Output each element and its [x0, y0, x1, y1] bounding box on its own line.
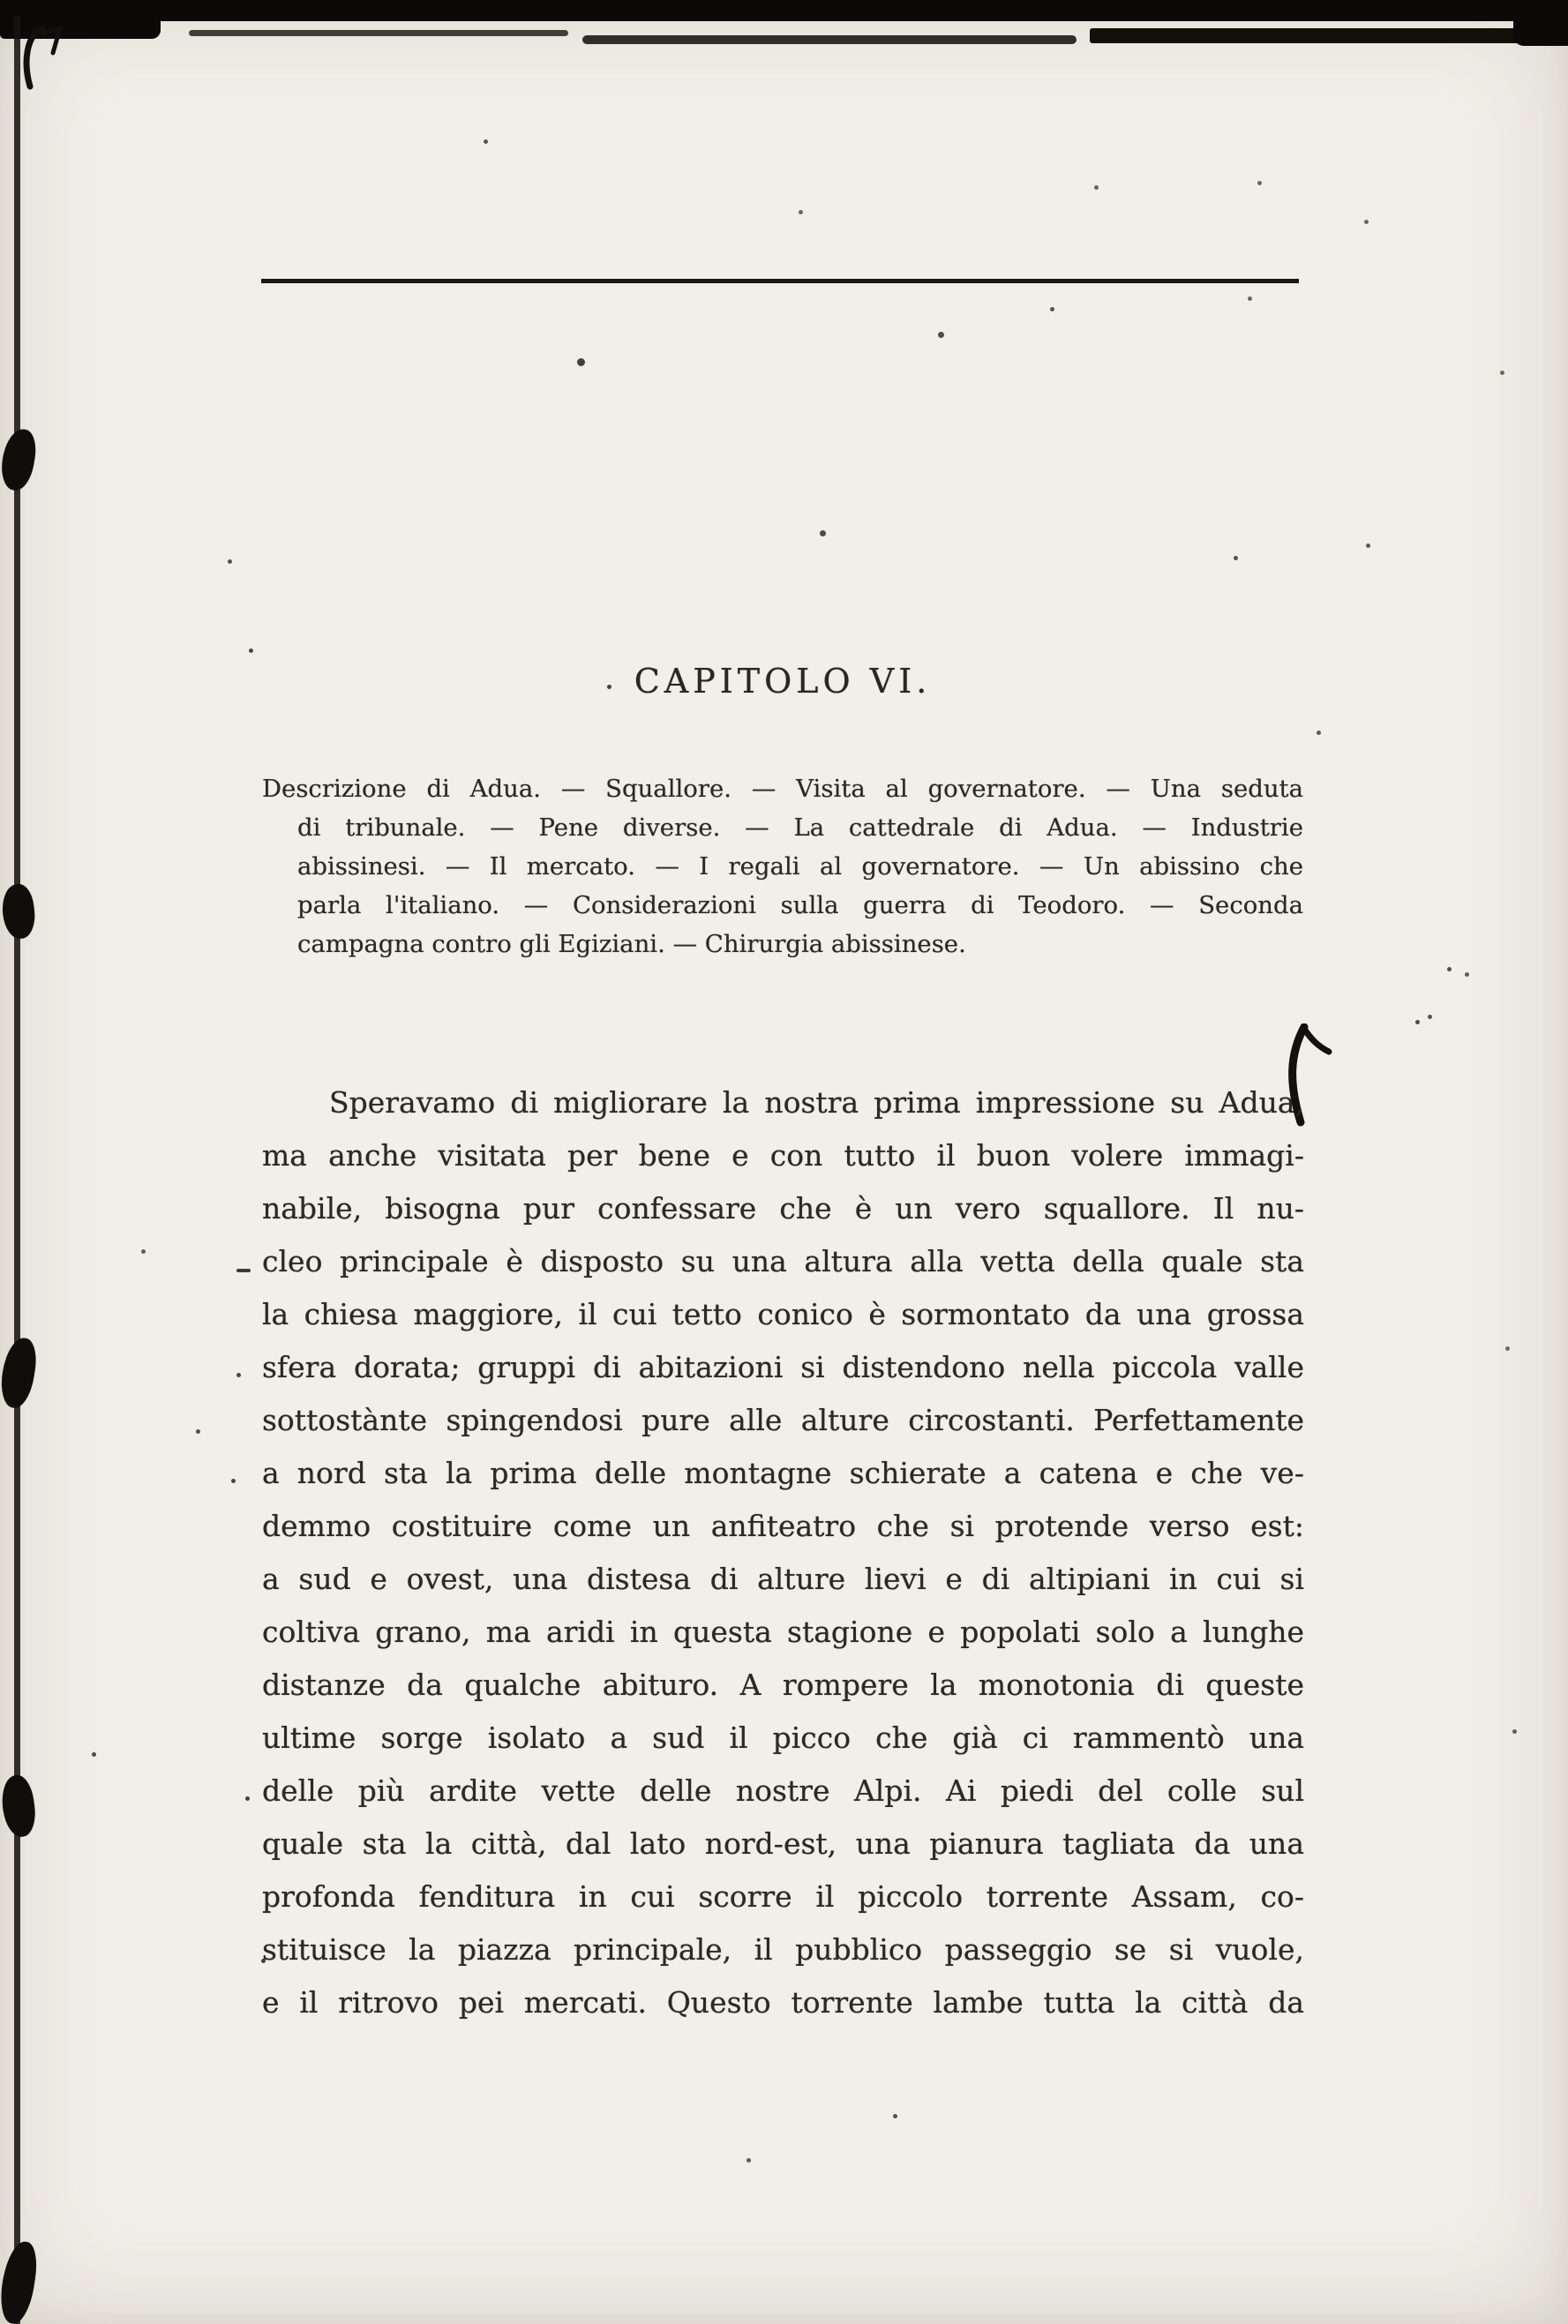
- binding-stitch-mark: [0, 1773, 39, 1839]
- header-rule: [261, 279, 1299, 283]
- body-line: e il ritrovo pei mercati. Questo torrente lambe tutta la città da: [262, 1985, 1304, 2020]
- body-line: nabile, bisogna pur confessare che è un vero squallore. Il nu-: [262, 1191, 1304, 1226]
- body-paragraph: [262, 1076, 1304, 2029]
- chapter-heading: CAPITOLO VI.: [634, 662, 932, 701]
- body-line: cleo principale è disposto su una altura alla vetta della quale sta: [262, 1244, 1304, 1278]
- binding-stitch-mark: [0, 1336, 40, 1411]
- scan-streak: [582, 35, 1077, 44]
- argument-line: parla l'italiano. — Considerazioni sulla guerra di Teodoro. — Seconda: [297, 891, 1303, 919]
- chapter-argument: [262, 769, 1303, 963]
- body-line: ma anche visitata per bene e con tutto il buon volere immagi-: [262, 1138, 1304, 1173]
- body-line: demmo costituire come un anfiteatro che si protende verso est:: [262, 1509, 1304, 1543]
- scan-streak: [189, 30, 568, 36]
- body-line: la chiesa maggiore, il cui tetto conico è sormontato da una grossa: [262, 1297, 1304, 1331]
- body-line: stituisce la piazza principale, il pubblico passeggio se si vuole,: [262, 1932, 1304, 1967]
- body-line: sottostànte spingendosi pure alle alture circostanti. Perfettamente: [262, 1403, 1304, 1437]
- body-line: a sud e ovest, una distesa di alture lievi e di altipiani in cui si: [262, 1562, 1304, 1596]
- scan-mark-hook: [16, 25, 69, 99]
- scan-speck-dash: [236, 1269, 251, 1272]
- body-line: sfera dorata; gruppi di abitazioni si distendono nella piccola valle: [262, 1350, 1304, 1384]
- scan-specks: [0, 0, 4, 4]
- body-line: coltiva grano, ma aridi in questa stagione e popolati solo a lunghe: [262, 1615, 1304, 1649]
- body-line: a nord sta la prima delle montagne schierate a catena e che ve-: [262, 1456, 1304, 1490]
- scan-edge-left: [14, 16, 20, 2324]
- scan-edge-top-right: [1513, 0, 1568, 46]
- argument-line: di tribunale. — Pene diverse. — La cattedrale di Adua. — Industrie: [297, 813, 1303, 842]
- argument-line: campagna contro gli Egiziani. — Chirurgia abissinese.: [297, 930, 966, 958]
- body-line: distanze da qualche abituro. A rompere la monotonia di queste: [262, 1668, 1304, 1702]
- scan-edge-top: [0, 0, 1568, 21]
- scan-streak: [1090, 28, 1568, 43]
- argument-line: Descrizione di Adua. — Squallore. — Visita al governatore. — Una seduta: [262, 775, 1303, 803]
- binding-stitch-mark: [0, 882, 37, 940]
- body-line: Speravamo di migliorare la nostra prima impressione su Adua,: [329, 1085, 1304, 1120]
- body-line: quale sta la città, dal lato nord-est, una pianura tagliata da una: [262, 1826, 1304, 1861]
- binding-stitch-mark: [0, 2239, 41, 2324]
- binding-stitch-mark: [0, 427, 39, 493]
- argument-line: abissinesi. — Il mercato. — I regali al governatore. — Un abissino che: [297, 852, 1303, 881]
- body-line: ultime sorge isolato a sud il picco che già ci rammentò una: [262, 1721, 1304, 1755]
- body-line: delle più ardite vette delle nostre Alpi. Ai piedi del colle sul: [262, 1773, 1304, 1808]
- body-line: profonda fenditura in cui scorre il piccolo torrente Assam, co-: [262, 1879, 1304, 1914]
